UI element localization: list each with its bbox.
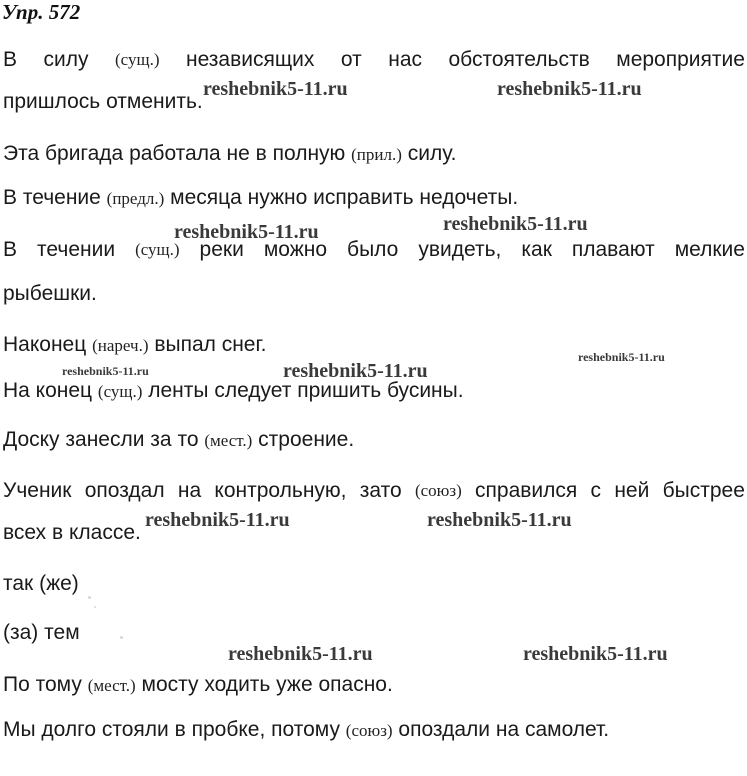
sentence-10: (за) тем: [3, 621, 80, 644]
watermark: reshebnik5-11.ru: [523, 643, 668, 665]
watermark: reshebnik5-11.ru: [578, 350, 665, 364]
grammar-note: (союз): [345, 721, 393, 740]
sentence-text: По тому: [3, 673, 88, 696]
grammar-note: (мест.): [87, 676, 136, 695]
word: плавают: [571, 238, 655, 261]
sentence-text: Наконец: [3, 333, 93, 356]
sentence-2: [3, 142, 745, 167]
scan-speck: [120, 636, 123, 639]
watermark: reshebnik5-11.ru: [228, 643, 373, 665]
word: с: [590, 479, 602, 502]
word: Ученик: [3, 479, 72, 502]
word: В: [3, 48, 18, 71]
word: мелкие: [674, 238, 745, 261]
grammar-note: (предл.): [106, 189, 165, 208]
word: течении: [37, 238, 116, 261]
word: увидеть,: [418, 238, 502, 261]
word: как: [521, 238, 552, 261]
grammar-note: (сущ.): [135, 240, 180, 259]
word: можно: [263, 238, 328, 261]
sentence-11: [3, 673, 745, 698]
sentence-4-line-1: [3, 238, 745, 262]
sentence-1-line-2: пришлось отменить.: [3, 90, 203, 113]
watermark: reshebnik5-11.ru: [497, 78, 642, 100]
sentence-text: опоздали на самолет.: [392, 718, 610, 741]
word: обстоятельств: [448, 48, 590, 71]
sentence-9: так (же): [3, 572, 79, 595]
watermark: reshebnik5-11.ru: [62, 364, 149, 378]
sentence-8-line-2: всех в классе.: [3, 521, 141, 544]
scan-speck: [94, 606, 96, 608]
word: силу: [43, 48, 89, 71]
word: на: [177, 479, 202, 502]
word: мероприятие: [616, 48, 745, 71]
sentence-text: В течение: [3, 186, 107, 209]
word: независящих: [185, 48, 315, 71]
watermark: reshebnik5-11.ru: [174, 221, 319, 243]
sentence-text: ленты следует пришить бусины.: [142, 379, 464, 402]
watermark: reshebnik5-11.ru: [427, 509, 572, 531]
word: В: [3, 238, 18, 261]
sentence-7: [3, 428, 745, 453]
sentence-text: На конец: [3, 379, 98, 402]
grammar-note: (нареч.): [92, 336, 149, 355]
grammar-note: (сущ.): [97, 382, 143, 401]
sentence-12: [3, 718, 745, 743]
watermark: reshebnik5-11.ru: [145, 509, 290, 531]
word: опоздал: [84, 479, 165, 502]
word: быстрее: [662, 479, 745, 502]
sentence-8-line-1: [3, 479, 745, 503]
word: было: [347, 238, 399, 261]
word: справился: [475, 479, 578, 502]
sentence-text: выпал снег.: [148, 333, 267, 356]
sentence-text: Доску занесли за то: [3, 428, 205, 451]
word: зато: [359, 479, 402, 502]
sentence-text: Эта бригада работала не в полную: [3, 142, 352, 165]
word: ней: [614, 479, 650, 502]
scan-speck: [88, 596, 91, 599]
sentence-3: [3, 186, 745, 211]
sentence-text: строение.: [252, 428, 355, 451]
sentence-text: силу.: [401, 142, 457, 165]
exercise-title: Упр. 572: [2, 0, 81, 24]
word: от: [340, 48, 362, 71]
sentence-1-line-1: [3, 48, 745, 72]
word: контрольную,: [214, 479, 347, 502]
watermark: reshebnik5-11.ru: [443, 213, 588, 235]
sentence-4-line-2: рыбешки.: [3, 282, 97, 305]
grammar-note: (союз): [414, 481, 462, 500]
word: реки: [199, 238, 244, 261]
grammar-note: (мест.): [204, 431, 253, 450]
sentence-text: месяца нужно исправить недочеты.: [164, 186, 519, 209]
word: нас: [388, 48, 422, 71]
sentence-text: Мы долго стояли в пробке, потому: [3, 718, 346, 741]
sentence-text: мосту ходить уже опасно.: [135, 673, 393, 696]
grammar-note: (прил.): [351, 145, 402, 164]
watermark: reshebnik5-11.ru: [283, 360, 428, 382]
watermark: reshebnik5-11.ru: [203, 78, 348, 100]
grammar-note: (сущ.): [115, 50, 160, 69]
